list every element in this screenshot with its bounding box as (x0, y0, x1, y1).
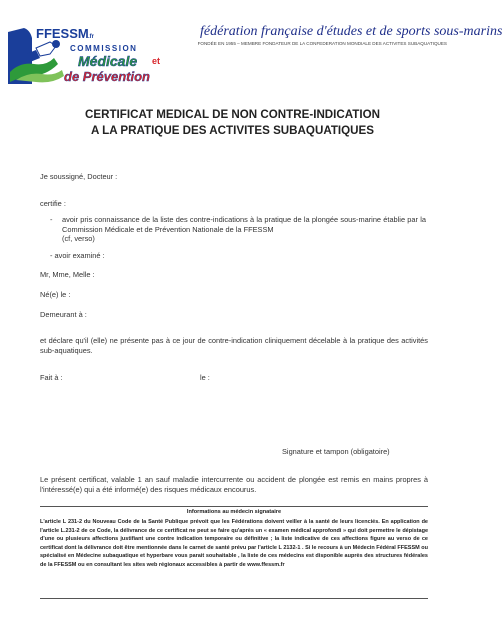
birth-date-label: Né(e) le : (40, 290, 71, 299)
info-body: L'article L 231-2 du Nouveau Code de la Santé Publique prévoit que les Fédérations doivent veiller à la santé de leurs licenciés. En application de l'article L.231-2 de ce Code, la délivrance de ce certificat ne peut se faire qu'après un « examen médical approfondi » qui doit permettre le dépistage d'une ou plusieurs affections justifiant une contre indication temporaire ou définitive ; la liste indicative de ces affections figure au verso de ce certificat dont la délivrance doit être mentionnée dans le carnet de santé prévu par l'article L 2132-1 . Si le recours à un Médecin Fédéral FFESSM ou spécialisé en Médecine subaquatique et hyperbare vous parait souhaitable , la liste de ces médecins est disponible auprès des structures fédérales de la FFESSM ou en consultant les sites web régionaux accessibles à partir de www.ffessm.fr (40, 519, 428, 568)
federation-title: fédération française d'études et de sports sous-marins (200, 24, 502, 39)
info-title: Informations au médecin signataire (186, 509, 282, 515)
declaration-text: et déclare qu'il (elle) ne présente pas à ce jour de contre-indication cliniquement décelable à la pratique des activités sub-aquatiques. (40, 336, 428, 355)
certificate-title-line1: CERTIFICAT MEDICAL DE NON CONTRE-INDICATION (85, 108, 380, 121)
fait-a-label: Fait à : (40, 373, 63, 382)
doctor-field-label: Je soussigné, Docteur : (40, 172, 118, 181)
date-label: le : (200, 373, 210, 382)
info-separator-top (40, 506, 428, 507)
signature-label: Signature et tampon (obligatoire) (282, 447, 390, 456)
federation-subtitle: FONDÉE EN 1955 – MEMBRE FONDATEUR DE LA CONFEDERATION MONDIALE DES ACTIVITES SUBAQUATIQUES (197, 41, 447, 46)
address-label: Demeurant à : (40, 310, 87, 319)
patient-name-label: Mr, Mme, Melle : (40, 270, 95, 279)
certifie-label: certifie : (40, 199, 66, 208)
et-logo-text: et (152, 56, 161, 66)
commission-logo-text: COMMISSION (70, 44, 138, 53)
certificate-title-line2: A LA PRATIQUE DES ACTIVITES SUBAQUATIQUES (91, 124, 374, 137)
ffessm-logo-suffix: .fr (88, 34, 94, 40)
item1-dash: - (50, 215, 53, 224)
certificate-title (40, 107, 425, 139)
ffessm-logo-text: FFESSM (36, 26, 89, 41)
item1-note: (cf, verso) (62, 234, 95, 243)
validity-text: Le présent certificat, valable 1 an sauf maladie intercurrente ou accident de plongée est remis en mains propres à l'intéressé(e) qui a été informé(e) des risques médicaux encourus. (40, 475, 428, 494)
ffessm-commission-logo (6, 24, 176, 86)
item2-text: - avoir examiné : (50, 251, 105, 260)
item1-text: avoir pris connaissance de la liste des contre-indications à la pratique de la plongée sous-marine établie par la Commission Médicale et de Prévention Nationale de la FFESSM (62, 215, 426, 234)
medicale-logo-text: Médicale (78, 53, 138, 69)
prevention-logo-text: de Prévention (64, 69, 150, 84)
info-separator-bottom (40, 598, 428, 599)
